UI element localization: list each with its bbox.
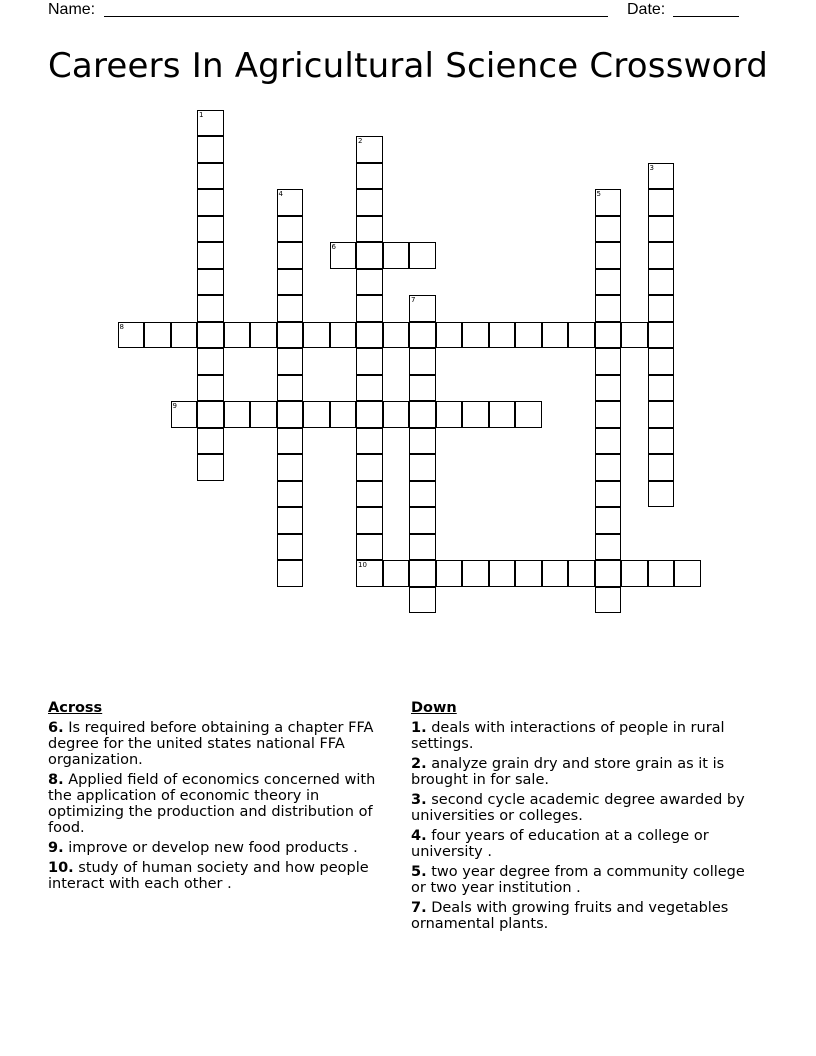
crossword-cell[interactable] (356, 454, 383, 481)
crossword-cell[interactable] (648, 189, 675, 216)
crossword-cell[interactable] (595, 348, 622, 375)
clue-across-6 (48, 720, 393, 768)
crossword-cell[interactable] (356, 322, 383, 349)
clue-down-7 (411, 900, 761, 932)
crossword-cell[interactable] (409, 375, 436, 402)
crossword-cell[interactable] (648, 401, 675, 428)
crossword-cell[interactable] (648, 242, 675, 269)
page-title: Careers In Agricultural Science Crossword (47, 46, 768, 86)
crossword-cell[interactable] (303, 401, 330, 428)
clue-text: second cycle academic degree awarded by universities or colleges. (411, 792, 745, 824)
crossword-cell[interactable] (489, 322, 516, 349)
crossword-cell[interactable] (409, 534, 436, 561)
crossword-cell[interactable] (595, 295, 622, 322)
crossword-cell[interactable] (595, 216, 622, 243)
crossword-cell[interactable] (515, 560, 542, 587)
crossword-cell[interactable] (648, 295, 675, 322)
crossword-cell[interactable] (250, 322, 277, 349)
crossword-cell[interactable] (197, 401, 224, 428)
crossword-cell[interactable] (197, 295, 224, 322)
crossword-cell[interactable] (648, 216, 675, 243)
crossword-cell[interactable] (356, 375, 383, 402)
crossword-cell[interactable] (197, 348, 224, 375)
across-heading: Across (48, 700, 103, 716)
crossword-cell[interactable] (648, 454, 675, 481)
crossword-cell[interactable] (409, 507, 436, 534)
crossword-cell[interactable] (330, 322, 357, 349)
crossword-cell[interactable] (356, 534, 383, 561)
crossword-cell[interactable] (489, 560, 516, 587)
crossword-cell[interactable] (197, 322, 224, 349)
crossword-cell[interactable] (595, 322, 622, 349)
crossword-cell[interactable] (595, 560, 622, 587)
crossword-cell[interactable] (277, 269, 304, 296)
crossword-cell[interactable] (277, 216, 304, 243)
clue-number: 4. (411, 828, 427, 844)
crossword-cell[interactable] (462, 560, 489, 587)
crossword-cell[interactable] (277, 560, 304, 587)
crossword-cell[interactable] (648, 481, 675, 508)
clue-number-label: 3 (649, 163, 654, 172)
clue-down-3 (411, 792, 761, 824)
clue-number: 1. (411, 720, 427, 736)
crossword-cell[interactable] (356, 136, 383, 163)
crossword-cell[interactable] (356, 428, 383, 455)
crossword-cell[interactable] (648, 348, 675, 375)
crossword-cell[interactable] (277, 401, 304, 428)
clue-number-label: 9 (172, 402, 177, 410)
crossword-cell[interactable] (197, 375, 224, 402)
clue-text: Deals with growing fruits and vegetables ornamental plants. (411, 900, 729, 932)
crossword-cell[interactable] (409, 587, 436, 614)
clue-across-9 (48, 840, 393, 856)
crossword-cell[interactable] (356, 242, 383, 269)
crossword-cell[interactable] (277, 507, 304, 534)
crossword-cell[interactable] (356, 216, 383, 243)
clue-text: Applied field of economics concerned with the application of economic theory in optimizing the production and distribution of food. (48, 772, 376, 836)
crossword-cell[interactable] (595, 481, 622, 508)
crossword-cell[interactable] (356, 189, 383, 216)
crossword-cell[interactable] (621, 322, 648, 349)
crossword-cell[interactable] (197, 110, 224, 137)
crossword-cell[interactable] (515, 322, 542, 349)
crossword-cell[interactable] (277, 481, 304, 508)
clue-text: Is required before obtaining a chapter FFA degree for the united states national FFA organization. (48, 720, 374, 768)
clue-text: improve or develop new food products . (68, 840, 358, 856)
crossword-cell[interactable] (277, 322, 304, 349)
crossword-cell[interactable] (356, 295, 383, 322)
crossword-cell[interactable] (356, 269, 383, 296)
crossword-cell[interactable] (648, 269, 675, 296)
crossword-cell[interactable] (197, 189, 224, 216)
clue-number-label: 2 (358, 137, 363, 145)
crossword-cell[interactable] (648, 560, 675, 587)
crossword-cell[interactable] (197, 428, 224, 455)
crossword-cell[interactable] (356, 163, 383, 190)
crossword-cell[interactable] (330, 242, 357, 269)
crossword-cell[interactable] (277, 534, 304, 561)
clue-number: 8. (48, 772, 64, 788)
crossword-cell[interactable] (277, 454, 304, 481)
crossword-cell[interactable] (409, 295, 436, 322)
crossword-cell[interactable] (409, 348, 436, 375)
crossword-cell[interactable] (489, 401, 516, 428)
clue-text: two year degree from a community college or two year institution . (411, 864, 745, 896)
crossword-cell[interactable] (197, 454, 224, 481)
crossword-cell[interactable] (621, 560, 648, 587)
clue-text: four years of education at a college or university . (411, 828, 709, 860)
date-blank-line[interactable] (673, 16, 739, 17)
crossword-cell[interactable] (171, 322, 198, 349)
clue-number-label: 4 (278, 190, 283, 198)
name-blank-line[interactable] (104, 16, 608, 17)
crossword-cell[interactable] (542, 322, 569, 349)
crossword-cell[interactable] (277, 375, 304, 402)
clue-number: 2. (411, 756, 427, 772)
crossword-cell[interactable] (409, 428, 436, 455)
crossword-cell[interactable] (277, 295, 304, 322)
crossword-cell[interactable] (595, 269, 622, 296)
clue-down-2 (411, 756, 761, 788)
clue-across-10 (48, 860, 393, 892)
crossword-cell[interactable] (409, 481, 436, 508)
crossword-cell[interactable] (595, 454, 622, 481)
clue-number: 7. (411, 900, 427, 916)
crossword-cell[interactable] (303, 322, 330, 349)
clue-text: study of human society and how people interact with each other . (48, 860, 369, 892)
crossword-cell[interactable] (409, 454, 436, 481)
crossword-cell[interactable] (171, 401, 198, 428)
crossword-cell[interactable] (383, 242, 410, 269)
down-clues (411, 700, 761, 936)
date-label: Date: (627, 1, 666, 18)
crossword-cell[interactable] (356, 348, 383, 375)
crossword-cell[interactable] (356, 481, 383, 508)
crossword-cell[interactable] (409, 242, 436, 269)
crossword-cell[interactable] (383, 322, 410, 349)
clue-number: 9. (48, 840, 64, 856)
clue-number: 10. (48, 860, 74, 876)
clue-down-4 (411, 828, 761, 860)
crossword-cell[interactable] (356, 507, 383, 534)
across-clues (48, 700, 393, 896)
crossword-cell[interactable] (277, 189, 304, 216)
crossword-cell[interactable] (648, 428, 675, 455)
crossword-cell[interactable] (277, 242, 304, 269)
crossword-cell[interactable] (118, 322, 145, 349)
crossword-cell[interactable] (224, 401, 251, 428)
crossword-cell[interactable] (383, 401, 410, 428)
clue-text: analyze grain dry and store grain as it is brought in for sale. (411, 756, 725, 788)
clue-across-8 (48, 772, 393, 836)
crossword-cell[interactable] (409, 560, 436, 587)
crossword-cell[interactable] (462, 322, 489, 349)
crossword-cell[interactable] (595, 242, 622, 269)
crossword-cell[interactable] (436, 322, 463, 349)
clue-number-label: 10 (358, 561, 367, 569)
crossword-cell[interactable] (197, 163, 224, 190)
crossword-cell[interactable] (595, 428, 622, 455)
crossword-cell[interactable] (197, 242, 224, 269)
crossword-cell[interactable] (356, 401, 383, 428)
crossword-cell[interactable] (436, 560, 463, 587)
clue-number: 6. (48, 720, 64, 736)
clue-number-label: 7 (411, 296, 416, 304)
crossword-cell[interactable] (277, 428, 304, 455)
crossword-cell[interactable] (595, 534, 622, 561)
crossword-cell[interactable] (595, 375, 622, 402)
clue-number-label: 1 (199, 110, 204, 119)
crossword-cell[interactable] (409, 401, 436, 428)
name-label: Name: (48, 1, 96, 18)
crossword-cell[interactable] (277, 348, 304, 375)
crossword-cell[interactable] (197, 136, 224, 163)
crossword-cell[interactable] (436, 401, 463, 428)
crossword-cell[interactable] (648, 375, 675, 402)
clue-down-5 (411, 864, 761, 896)
crossword-cell[interactable] (250, 401, 277, 428)
crossword-cell[interactable] (542, 560, 569, 587)
crossword-cell[interactable] (356, 560, 383, 587)
clue-down-1 (411, 720, 761, 752)
crossword-cell[interactable] (595, 587, 622, 614)
crossword-cell[interactable] (648, 322, 675, 349)
clue-number-label: 6 (331, 243, 336, 251)
crossword-cell[interactable] (330, 401, 357, 428)
crossword-cell[interactable] (674, 560, 701, 587)
crossword-cell[interactable] (595, 189, 622, 216)
crossword-cell[interactable] (568, 560, 595, 587)
crossword-cell[interactable] (409, 322, 436, 349)
crossword-cell[interactable] (197, 269, 224, 296)
crossword-cell[interactable] (224, 322, 251, 349)
clue-text: deals with interactions of people in rural settings. (411, 720, 725, 752)
crossword-cell[interactable] (144, 322, 171, 349)
crossword-cell[interactable] (595, 507, 622, 534)
clue-number: 3. (411, 792, 427, 808)
clue-number-label: 5 (596, 190, 601, 198)
clue-number: 5. (411, 864, 427, 880)
crossword-cell[interactable] (515, 401, 542, 428)
crossword-cell[interactable] (648, 163, 675, 190)
crossword-cell[interactable] (197, 216, 224, 243)
header-fields (48, 0, 748, 22)
crossword-cell[interactable] (462, 401, 489, 428)
down-heading: Down (411, 700, 457, 716)
crossword-cell[interactable] (595, 401, 622, 428)
crossword-cell[interactable] (568, 322, 595, 349)
crossword-cell[interactable] (383, 560, 410, 587)
clue-number-label: 8 (119, 322, 124, 331)
